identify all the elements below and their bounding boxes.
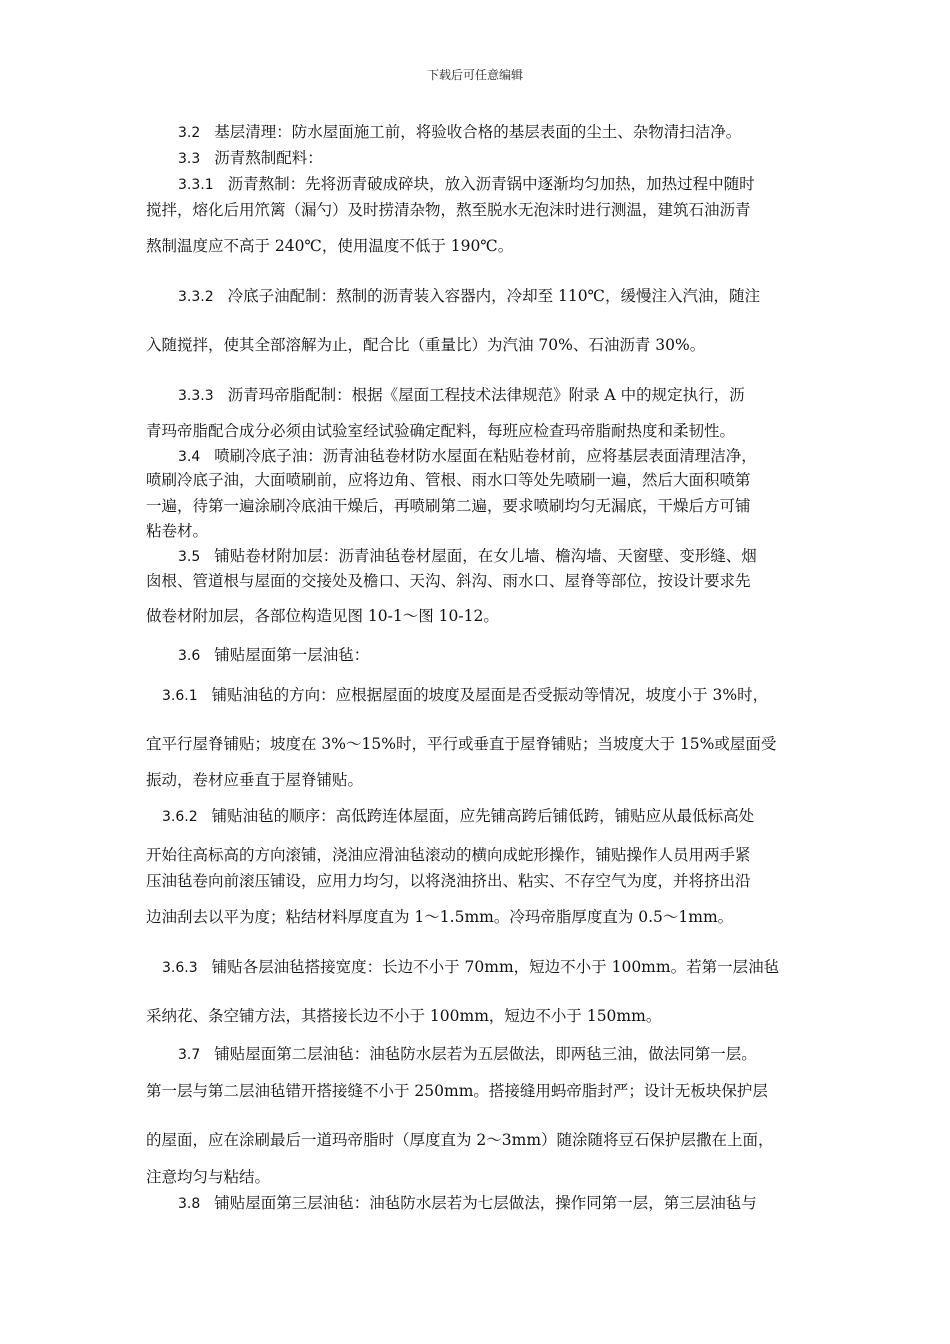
paragraph-line	[178, 645, 369, 666]
paragraph-line	[146, 571, 751, 591]
paragraph-line	[162, 685, 768, 706]
line-text: 沥青熬制配料：	[214, 149, 323, 167]
line-text: 铺贴油毡的方向：应根据屋面的坡度及屋面是否受振动等情况，坡度小于 3%时，	[211, 686, 769, 704]
section-number: 3.3.2	[178, 289, 214, 305]
line-text: 的屋面，应在涂刷最后一道玛帝脂时（厚度直为 2～3mm）随涂随将豆石保护层撒在上面，	[146, 1131, 774, 1149]
section-number: 3.3	[178, 151, 201, 167]
paragraph-line	[146, 496, 751, 516]
line-text: 第一层与第二层油毡错开搭接缝不小于 250mm。搭接缝用蚂帝脂封严；设计无板块保护层	[146, 1082, 768, 1100]
line-text: 一遍，待第一遍涂刷冷底油干燥后，再喷刷第二遍，要求喷刷均匀无漏底，干燥后方可铺	[146, 497, 751, 515]
paragraph-line	[178, 446, 757, 467]
paragraph-line	[178, 546, 757, 567]
page-header: 下载后可任意编辑	[426, 68, 523, 82]
line-text: 铺贴屋面第二层油毡：油毡防水层若为五层做法，即两毡三油，做法同第一层。	[214, 1045, 757, 1063]
paragraph-line	[146, 1006, 661, 1026]
line-text: 铺贴卷材附加层：沥青油毡卷材屋面，在女儿墙、檐沟墙、天窗壁、变形缝、烟	[214, 547, 757, 565]
paragraph-line	[178, 385, 745, 406]
line-text: 喷刷冷底子油，大面喷刷前，应将边角、管根、雨水口等处先喷刷一遍，然后大面积喷第	[146, 471, 751, 489]
line-text: 沥青玛帝脂配制：根据《屋面工程技术法律规范》附录 A 中的规定执行，沥	[227, 386, 745, 404]
section-number: 3.6.2	[162, 809, 198, 825]
section-number: 3.4	[178, 449, 201, 465]
paragraph-line	[146, 845, 751, 865]
line-text: 熬制温度应不高于 240℃，使用温度不低于 190℃。	[146, 237, 514, 255]
line-text: 搅拌，熔化后用笊篱（漏勺）及时捞清杂物，熬至脱水无泡沫时进行测温，建筑石油沥青	[146, 201, 751, 219]
paragraph-line	[162, 806, 754, 827]
line-text: 铺贴屋面第三层油毡：油毡防水层若为七层做法，操作同第一层，第三层油毡与	[214, 1194, 757, 1212]
line-text: 喷刷冷底子油：沥青油毡卷材防水屋面在粘贴卷材前，应将基层表面清理洁净，	[214, 447, 757, 465]
paragraph-line	[146, 871, 751, 891]
line-text: 边油刮去以平为度；粘结材料厚度直为 1～1.5mm。冷玛帝脂厚度直为 0.5～1mm。	[146, 908, 734, 926]
line-text: 宜平行屋脊铺贴；坡度在 3%～15%时，平行或垂直于屋脊铺贴；当坡度大于 15%或屋面受	[146, 735, 777, 753]
paragraph-line	[162, 957, 779, 978]
line-text: 压油毡卷向前滚压铺设，应用力均匀，以将浇油挤出、粘实、不存空气为度，并将挤出沿	[146, 872, 751, 890]
line-text: 铺贴屋面第一层油毡：	[214, 646, 370, 664]
section-number: 3.6.1	[162, 688, 198, 704]
paragraph-line	[178, 174, 755, 195]
section-number: 3.6.3	[162, 960, 198, 976]
paragraph-line	[178, 286, 760, 307]
section-number: 3.5	[178, 549, 201, 565]
line-text: 粘卷材。	[146, 522, 209, 540]
line-text: 注意均匀与粘结。	[146, 1168, 271, 1186]
section-number: 3.7	[178, 1047, 201, 1063]
paragraph-line	[146, 907, 733, 927]
line-text: 基层清理：防水屋面施工前，将验收合格的基层表面的尘土、杂物清扫洁净。	[214, 123, 742, 141]
section-number: 3.8	[178, 1196, 201, 1212]
section-number: 3.3.1	[178, 177, 214, 193]
paragraph-line	[178, 122, 741, 143]
line-text: 开始往高标高的方向滚铺，浇油应滑油毡滚动的横向成蛇形操作，铺贴操作人员用两手紧	[146, 846, 751, 864]
paragraph-line	[178, 148, 323, 169]
paragraph-line	[146, 421, 735, 441]
paragraph-line	[178, 1044, 757, 1065]
paragraph-line	[146, 200, 751, 220]
paragraph-line	[146, 236, 513, 256]
line-text: 采纳花、条空铺方法，其搭接长边不小于 100mm，短边不小于 150mm。	[146, 1007, 662, 1025]
paragraph-line	[146, 1167, 270, 1187]
paragraph-line	[178, 1193, 757, 1214]
line-text: 铺贴各层油毡搭接宽度：长边不小于 70mm，短边不小于 100mm。若第一层油毡	[211, 958, 780, 976]
section-number: 3.6	[178, 648, 201, 664]
paragraph-line	[146, 770, 363, 790]
paragraph-line	[146, 1081, 768, 1101]
paragraph-line	[146, 470, 751, 490]
line-text: 入随搅拌，使其全部溶解为止，配合比（重量比）为汽油 70%、石油沥青 30%。	[146, 336, 706, 354]
paragraph-line	[146, 335, 705, 355]
paragraph-line	[146, 521, 208, 541]
paragraph-line	[146, 734, 776, 754]
line-text: 青玛帝脂配合成分必须由试验室经试验确定配料，每班应检查玛帝脂耐热度和柔韧性。	[146, 422, 736, 440]
line-text: 铺贴油毡的顺序：高低跨连体屋面，应先铺高跨后铺低跨，铺贴应从最低标高处	[211, 807, 755, 825]
section-number: 3.2	[178, 125, 201, 141]
line-text: 振动，卷材应垂直于屋脊铺贴。	[146, 771, 364, 789]
paragraph-line	[146, 1130, 774, 1150]
line-text: 囱根、管道根与屋面的交接处及檐口、天沟、斜沟、雨水口、屋脊等部位，按设计要求先	[146, 572, 751, 590]
paragraph-line	[146, 606, 499, 626]
line-text: 冷底子油配制：熬制的沥青装入容器内，冷却至 110℃，缓慢注入汽油，随注	[227, 287, 760, 305]
line-text: 做卷材附加层，各部位构造见图 10-1～图 10-12。	[146, 607, 499, 625]
line-text: 沥青熬制：先将沥青破成碎块，放入沥青锅中逐渐均匀加热，加热过程中随时	[227, 175, 755, 193]
section-number: 3.3.3	[178, 388, 214, 404]
